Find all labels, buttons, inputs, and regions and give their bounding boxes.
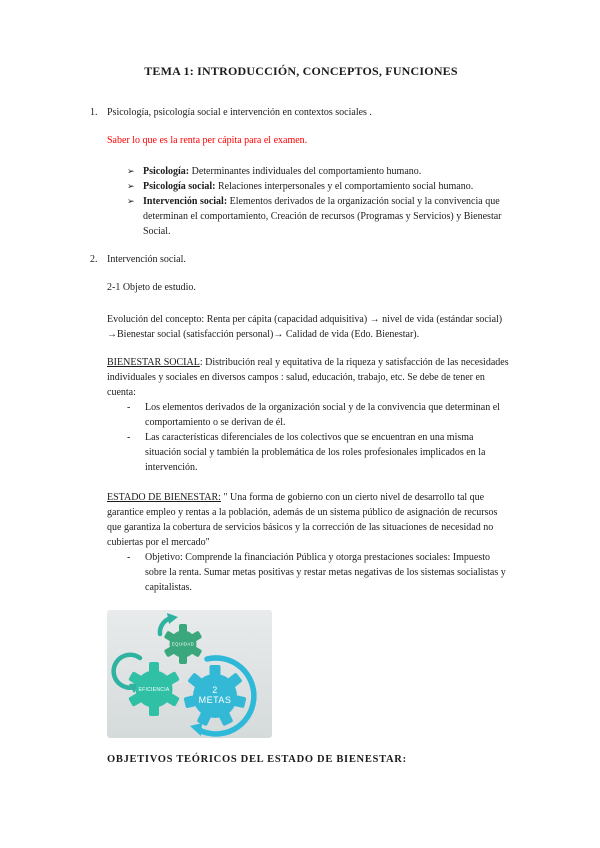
section-heading-text: Intervención social. (107, 254, 186, 265)
bienestar-social-term: BIENESTAR SOCIAL (107, 357, 200, 368)
list-item (127, 194, 512, 239)
list-item-text (143, 194, 512, 239)
arrow-bullet-icon: ➢ (127, 181, 135, 191)
list-item-text: Objetivo: Comprende la financiación Pública y otorga prestaciones sociales: Impuesto sobre la renta. Sumar metas positivas y restar metas negativas de los sistemas socialistas y capitalistas. (145, 552, 506, 593)
bienestar-social-definition: : Distribución real y equitativa de la riqueza y satisfacción de las necesidades individuales y sociales en diversos campos : salud, educación, trabajo, etc. Se debe de tener en cuenta: (107, 357, 509, 398)
section-2-heading (90, 252, 512, 267)
arrow-bullet-icon: ➢ (127, 166, 135, 176)
list-item (127, 550, 512, 595)
term-label: Intervención social: (143, 196, 228, 207)
section-number: 1. (90, 107, 98, 118)
term-label: Psicología: (143, 166, 190, 177)
gears-illustration (107, 610, 272, 738)
arrow-icon (160, 613, 178, 634)
objetivos-teoricos-heading: OBJETIVOS TEÓRICOS DEL ESTADO DE BIENESTAR: (107, 754, 407, 765)
section-number: 2. (90, 254, 98, 265)
section-1-heading (90, 105, 512, 120)
gear-icon-eficiencia (128, 662, 180, 716)
bienestar-considerations-list (127, 400, 512, 475)
evolution-paragraph: Evolución del concepto: Renta per cápita (capacidad adquisitiva) → nivel de vida (estándar social) →Bienestar social (satisfacción personal)→ Calidad de vida (Edo. Bienestar). (107, 314, 503, 340)
gears-figure (107, 610, 272, 738)
list-item-text (143, 179, 473, 194)
estado-bienestar-definition: " Una forma de gobierno con un cierto nivel de desarrollo tal que garantice empleo y rentas a la población, además de un sistema público de asignación de recursos que garantiza la cobertura de servicios básicos y la corrección de las situaciones de necesidad no cubiertas por el mercado" (107, 492, 498, 548)
arrow-bullet-icon: ➢ (127, 196, 135, 206)
gear-label-line2: METAS (198, 695, 232, 705)
term-label: Psicología social: (143, 181, 216, 192)
exam-note: Saber lo que es la renta per cápita para el examen. (107, 135, 308, 146)
list-item-text (143, 164, 421, 179)
estado-objetivo-list (127, 550, 512, 595)
list-item (127, 430, 512, 475)
list-item (127, 164, 512, 179)
dash-bullet: - (127, 552, 131, 563)
list-item-text: Los elementos derivados de la organización social y de la convivencia que determinan el comportamiento o se derivan de él. (145, 402, 500, 428)
dash-bullet: - (127, 402, 131, 413)
list-item (127, 400, 512, 430)
gear-label: EFICIENCIA (138, 686, 170, 693)
subsection-heading: 2-1 Objeto de estudio. (107, 282, 196, 293)
term-definition: Determinantes individuales del comportamiento humano. (189, 166, 422, 177)
gear-label: EQUIDAD (171, 641, 195, 647)
list-item (127, 179, 512, 194)
gear-icon-2-metas (184, 665, 247, 726)
bienestar-social-paragraph (107, 355, 512, 400)
list-item-text: Las características diferenciales de los colectivos que se encuentran en una misma situación social y también la problemática de los roles profesionales implicados en la intervención. (145, 432, 486, 473)
page-title: TEMA 1: INTRODUCCIÓN, CONCEPTOS, FUNCIONES (144, 64, 458, 78)
term-definition: Relaciones interpersonales y el comportamiento social humano. (215, 181, 474, 192)
gear-label-line1: 2 (212, 685, 218, 695)
dash-bullet: - (127, 432, 131, 443)
concepts-list (127, 164, 512, 239)
term-definition: Elementos derivados de la organización social y la convivencia que determinan el comportamiento, Creación de recursos (Programas y Servicios) y Bienestar Social. (143, 196, 502, 237)
section-heading-text: Psicología, psicología social e intervención en contextos sociales . (107, 107, 372, 118)
estado-bienestar-term: ESTADO DE BIENESTAR: (107, 492, 221, 503)
estado-bienestar-paragraph (107, 490, 512, 550)
gear-icon-equidad (164, 624, 203, 664)
